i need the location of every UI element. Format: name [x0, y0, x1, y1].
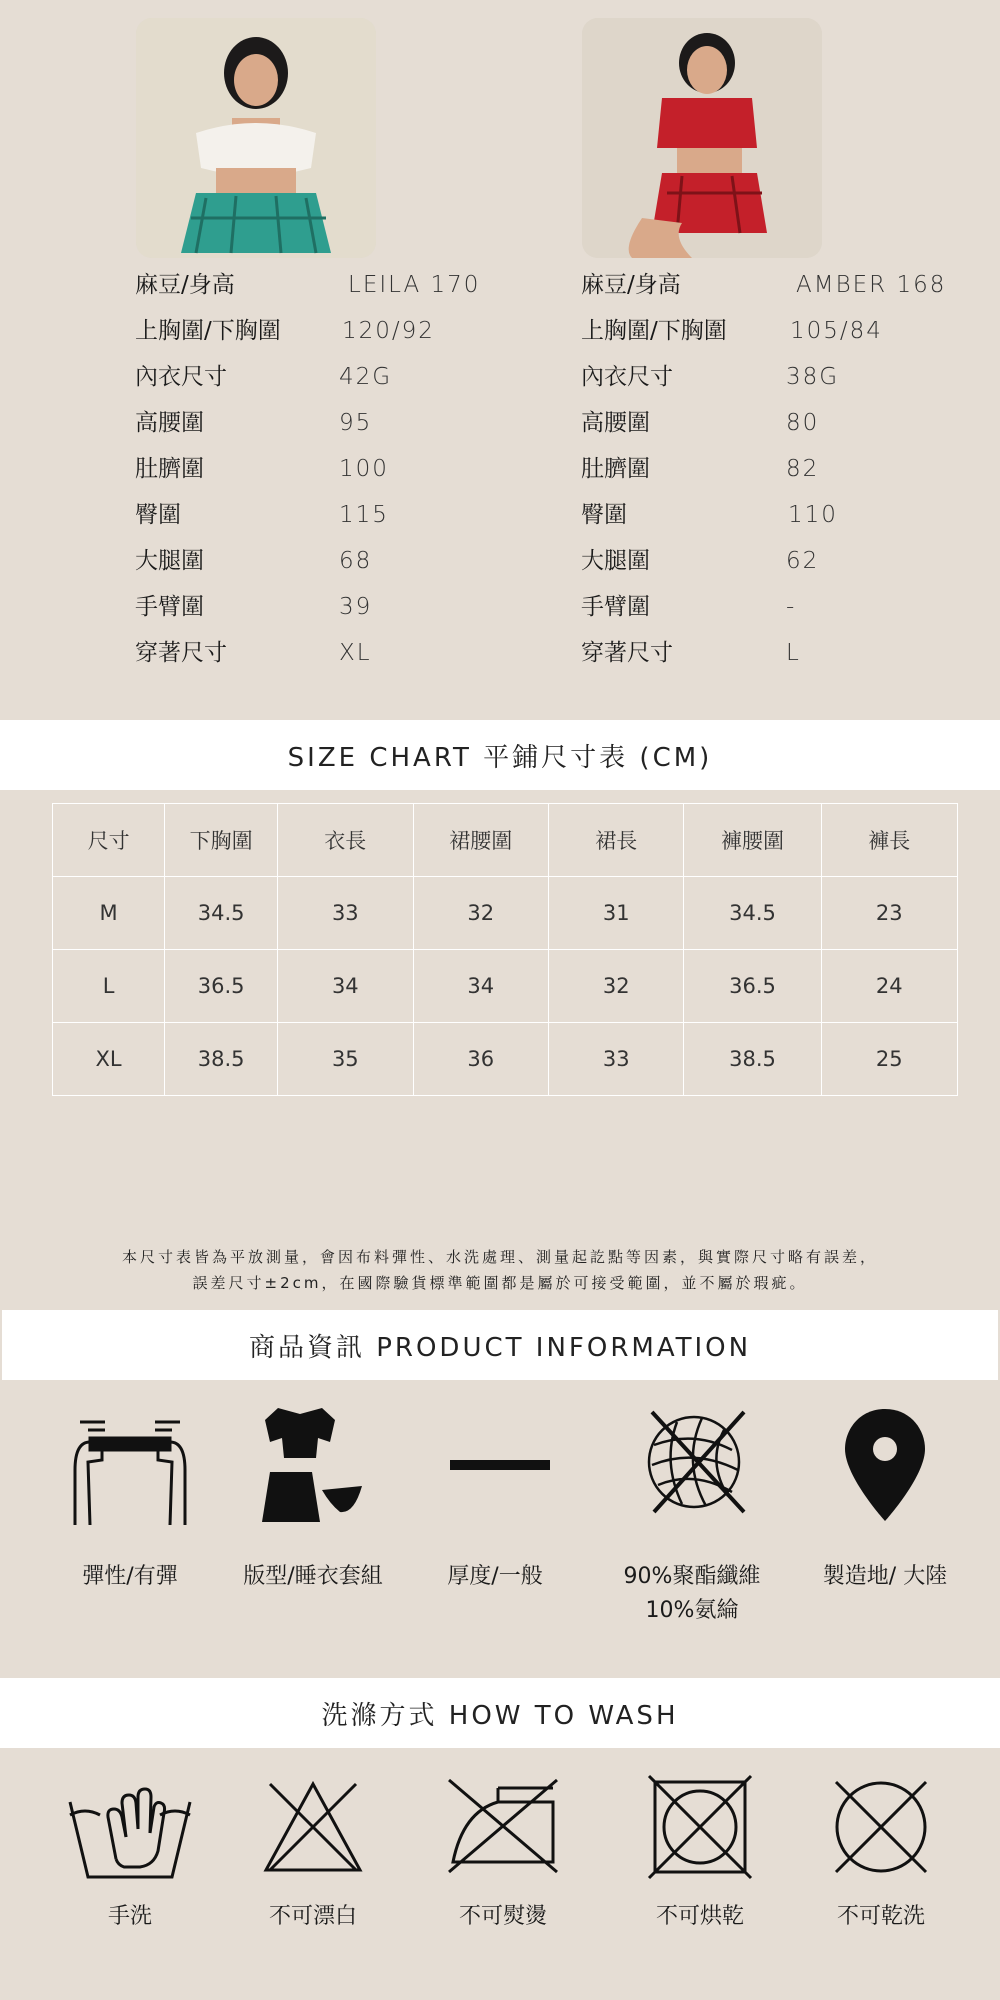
measure-value: 62: [786, 548, 820, 574]
model-photo-amber: [582, 18, 822, 258]
wash-label: 不可漂白: [268, 1904, 357, 1929]
measure-label: 上胸圍/下胸圍: [135, 318, 281, 344]
model-row: [581, 630, 981, 676]
model-row: [135, 446, 515, 492]
model-row: [581, 400, 981, 446]
model-row: [581, 262, 981, 308]
note-line-1: 本尺寸表皆為平放測量，會因布料彈性、水洗處理、測量起訖點等因素，與實際尺寸略有誤差，: [121, 1248, 878, 1266]
measure-value: 110: [788, 502, 838, 528]
size-cell: 23: [821, 877, 957, 950]
measure-value: 100: [339, 456, 389, 482]
product-info-label: 90%聚酯纖維 10%氨綸: [623, 1564, 761, 1623]
measure-value: XL: [339, 640, 372, 666]
measure-value: -: [786, 594, 797, 620]
size-cell: M: [53, 877, 165, 950]
measure-value: 39: [339, 594, 373, 620]
stretch-icon: [45, 1390, 215, 1540]
measure-label: 肚臍圍: [581, 456, 650, 482]
size-cell: L: [53, 950, 165, 1023]
model-illustration-amber: [582, 18, 822, 258]
model-right-measurements: [581, 262, 981, 682]
thickness-bar-icon: [415, 1390, 585, 1540]
pajama-set-icon: [215, 1390, 385, 1540]
measure-label: 麻豆/身高: [135, 272, 235, 298]
model-row: [581, 308, 981, 354]
product-info-label: 版型/睡衣套組: [243, 1564, 383, 1589]
size-col-header: 尺寸: [53, 804, 165, 877]
model-row: [581, 538, 981, 584]
note-line-2: 誤差尺寸±2cm，在國際驗貨標準範圍都是屬於可接受範圍，並不屬於瑕疵。: [192, 1274, 808, 1292]
size-cell: 32: [548, 950, 683, 1023]
product-info-label: 製造地/ 大陸: [822, 1564, 948, 1589]
model-row: [135, 538, 515, 584]
no-bleach-icon: [228, 1752, 398, 1902]
measure-value: 42G: [339, 364, 393, 390]
no-dry-clean-icon: [796, 1752, 966, 1902]
size-chart-heading: [0, 720, 1000, 790]
measure-label: 麻豆/身高: [581, 272, 681, 298]
measure-value: 115: [339, 502, 389, 528]
size-cell: 32: [413, 877, 548, 950]
size-cell: 35: [278, 1023, 413, 1096]
wash-label: 不可烘乾: [655, 1904, 744, 1929]
size-cell: 34: [278, 950, 413, 1023]
size-cell: 25: [821, 1023, 957, 1096]
table-row: [53, 950, 958, 1023]
size-cell: 34: [413, 950, 548, 1023]
table-row: [53, 877, 958, 950]
size-cell: 34.5: [165, 877, 278, 950]
model-row: [135, 400, 515, 446]
measure-label: 內衣尺寸: [581, 364, 673, 390]
measure-label: 大腿圍: [135, 548, 204, 574]
table-row: [53, 1023, 958, 1096]
measure-value: 82: [786, 456, 820, 482]
measure-label: 手臂圍: [581, 594, 650, 620]
measure-label: 上胸圍/下胸圍: [581, 318, 727, 344]
model-row: [135, 354, 515, 400]
measure-label: 高腰圍: [581, 410, 650, 436]
size-col-header: 衣長: [278, 804, 413, 877]
measurement-note: [20, 1244, 980, 1296]
model-row: [135, 492, 515, 538]
no-tumble-dry-icon: [615, 1752, 785, 1902]
size-chart-title: SIZE CHART 平鋪尺寸表 (CM): [287, 742, 713, 773]
model-row: [135, 308, 515, 354]
size-cell: 36: [413, 1023, 548, 1096]
wash-label: 不可熨燙: [458, 1904, 547, 1929]
wash-title: 洗滌方式 HOW TO WASH: [321, 1700, 679, 1731]
measure-value: LEILA 170: [348, 272, 481, 298]
model-row: [135, 262, 515, 308]
measure-label: 大腿圍: [581, 548, 650, 574]
size-col-header: 下胸圍: [165, 804, 278, 877]
model-row: [581, 354, 981, 400]
measure-label: 穿著尺寸: [581, 640, 673, 666]
no-iron-icon: [418, 1752, 588, 1902]
measure-value: 80: [786, 410, 820, 436]
location-pin-icon: [800, 1390, 970, 1540]
wash-label: 手洗: [107, 1904, 152, 1929]
model-row: [135, 584, 515, 630]
size-col-header: 褲腰圍: [684, 804, 821, 877]
size-table-header-row: [53, 804, 958, 877]
measure-value: 95: [339, 410, 373, 436]
measure-value: L: [786, 640, 801, 666]
product-info-title: 商品資訊 PRODUCT INFORMATION: [248, 1332, 752, 1363]
size-col-header: 褲長: [821, 804, 957, 877]
size-cell: XL: [53, 1023, 165, 1096]
size-col-header: 裙長: [548, 804, 683, 877]
product-info-label: 厚度/一般: [447, 1564, 543, 1589]
size-cell: 36.5: [165, 950, 278, 1023]
measure-label: 內衣尺寸: [135, 364, 227, 390]
measure-label: 臀圍: [581, 502, 627, 528]
model-photo-leila: [136, 18, 376, 258]
size-cell: 36.5: [684, 950, 821, 1023]
measure-label: 手臂圍: [135, 594, 204, 620]
model-illustration-leila: [136, 18, 376, 258]
measure-label: 高腰圍: [135, 410, 204, 436]
measure-value: 38G: [786, 364, 840, 390]
size-cell: 33: [548, 1023, 683, 1096]
size-cell: 33: [278, 877, 413, 950]
product-info-label: 彈性/有彈: [82, 1564, 178, 1589]
wash-label: 不可乾洗: [836, 1904, 925, 1929]
size-chart-table: [52, 803, 958, 1096]
model-row: [135, 630, 515, 676]
size-cell: 31: [548, 877, 683, 950]
size-cell: 34.5: [684, 877, 821, 950]
model-left-measurements: [135, 262, 515, 682]
measure-label: 臀圍: [135, 502, 181, 528]
measure-value: 120/92: [342, 318, 435, 344]
model-row: [581, 584, 981, 630]
size-cell: 38.5: [165, 1023, 278, 1096]
measure-label: 穿著尺寸: [135, 640, 227, 666]
measure-value: 105/84: [790, 318, 883, 344]
size-col-header: 裙腰圍: [413, 804, 548, 877]
wash-heading: [0, 1678, 1000, 1748]
measure-value: AMBER 168: [796, 272, 947, 298]
model-row: [581, 492, 981, 538]
size-cell: 24: [821, 950, 957, 1023]
measure-value: 68: [339, 548, 373, 574]
model-row: [581, 446, 981, 492]
size-cell: 38.5: [684, 1023, 821, 1096]
product-info-heading: [2, 1310, 998, 1380]
hand-wash-icon: [45, 1752, 215, 1902]
measure-label: 肚臍圍: [135, 456, 204, 482]
yarn-ball-icon: [612, 1390, 782, 1540]
